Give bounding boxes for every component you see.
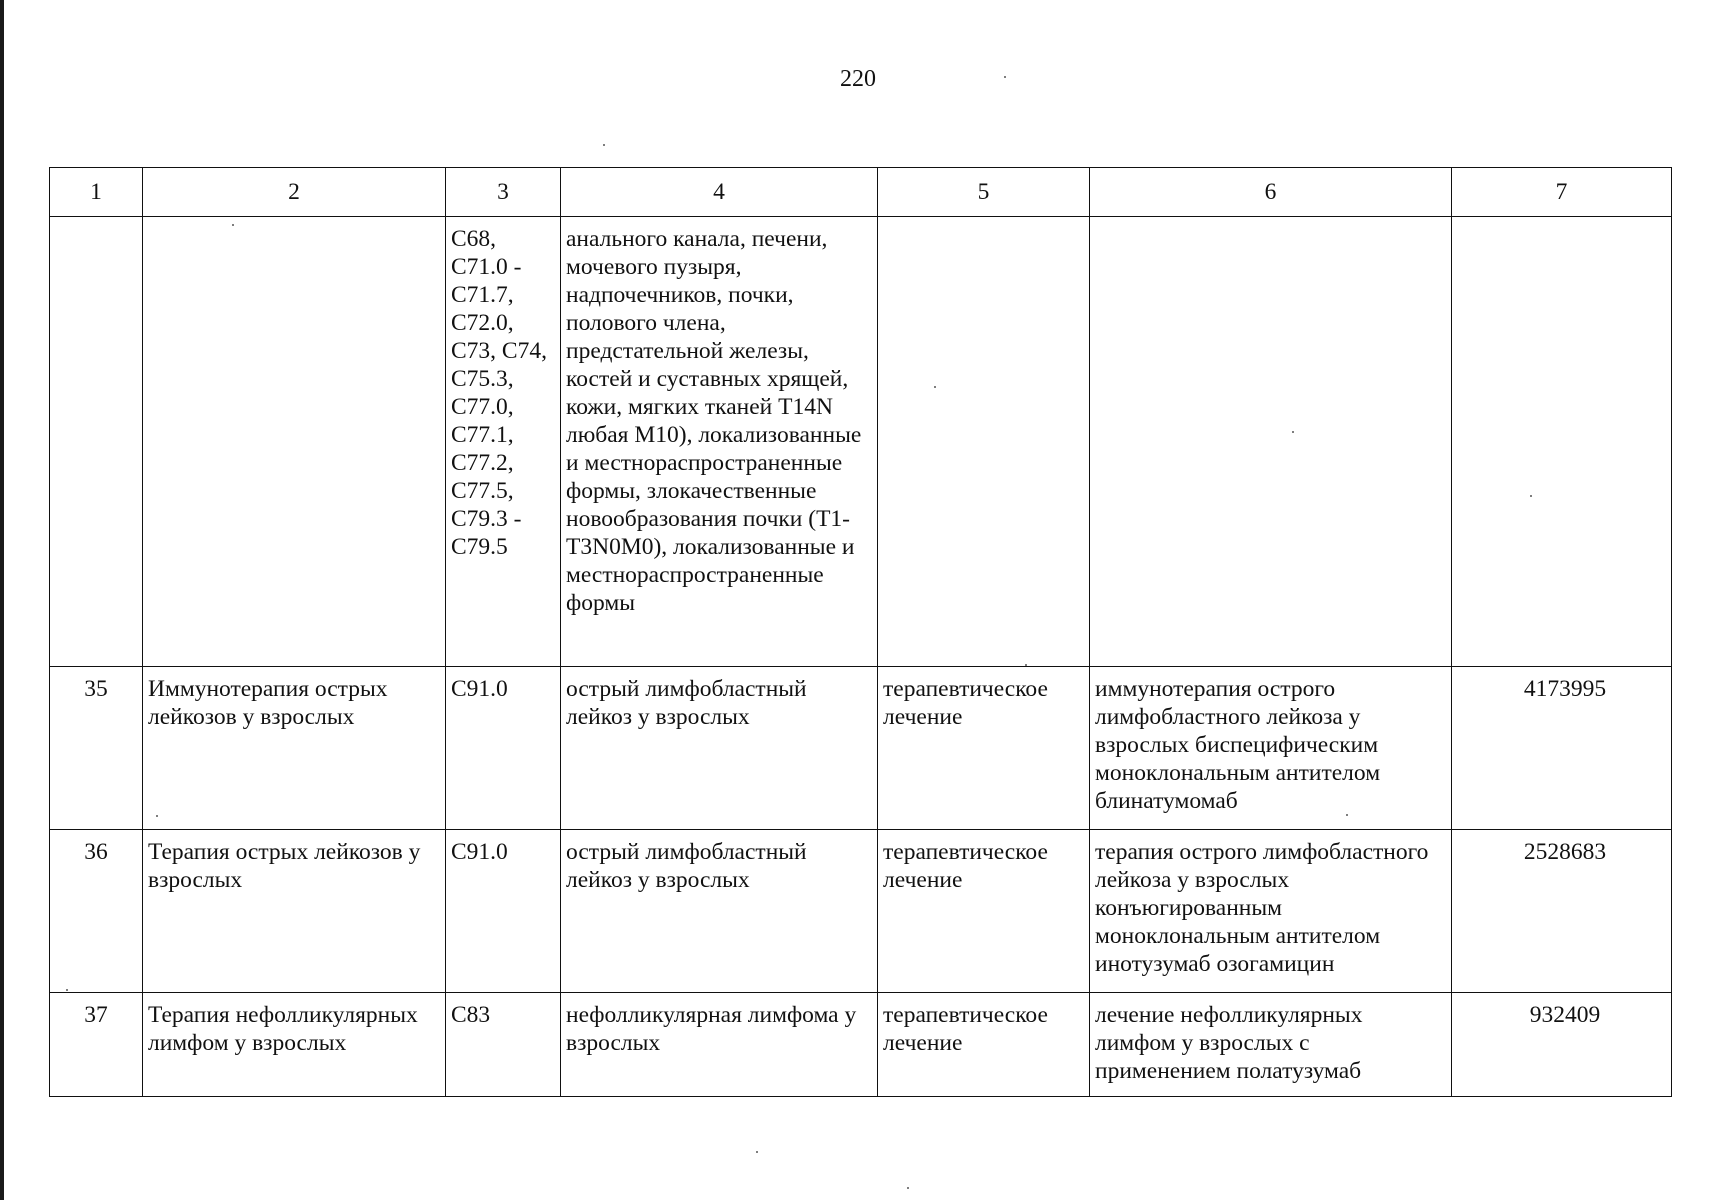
- scan-speck: [934, 386, 936, 388]
- price-cell: 4173995: [1452, 667, 1672, 830]
- treatment-type-cell: терапевтическое лечение: [878, 993, 1090, 1097]
- treatment-method-cell: терапия острого лимфобластного лейкоза у взрослых конъюгированным моноклональным антителом инотузумаб озогамицин: [1090, 830, 1452, 993]
- price-cell: 932409: [1452, 993, 1672, 1097]
- row-number-cell: [50, 217, 143, 667]
- scan-speck: [756, 1151, 758, 1153]
- treatment-method-cell: иммунотерапия острого лимфобластного лейкоза у взрослых биспецифическим моноклональным антителом блинатумомаб: [1090, 667, 1452, 830]
- scan-speck: [1530, 495, 1532, 497]
- icd-code-line: C68,: [451, 226, 497, 252]
- procedure-name-cell: Иммунотерапия острых лейкозов у взрослых: [143, 667, 446, 830]
- diagnosis-cell: острый лимфобластный лейкоз у взрослых: [561, 830, 878, 993]
- procedure-name-cell: Терапия нефолликулярных лимфом у взрослых: [143, 993, 446, 1097]
- row-number-cell: 37: [50, 993, 143, 1097]
- diagnosis-cell: острый лимфобластный лейкоз у взрослых: [561, 667, 878, 830]
- icd-code-line: C77.2,: [451, 450, 514, 476]
- icd-code-line: C72.0,: [451, 310, 514, 336]
- diagnosis-cell: нефолликулярная лимфома у взрослых: [561, 993, 878, 1097]
- column-number: 4: [561, 168, 878, 217]
- procedure-name-cell: Терапия острых лейкозов у взрослых: [143, 830, 446, 993]
- column-number: 3: [446, 168, 561, 217]
- scan-speck: [603, 144, 605, 146]
- icd-codes-cell: C91.0: [446, 830, 561, 993]
- row-number-cell: 35: [50, 667, 143, 830]
- scan-speck: [1025, 664, 1027, 666]
- scan-speck: [1292, 431, 1294, 433]
- icd-code-line: C73, C74,: [451, 338, 547, 364]
- treatment-type-cell: терапевтическое лечение: [878, 667, 1090, 830]
- row-number-cell: 36: [50, 830, 143, 993]
- table-row: [50, 830, 1672, 993]
- table-row: [50, 993, 1672, 1097]
- medical-care-table: [49, 167, 1672, 1097]
- scan-speck: [232, 224, 234, 226]
- scan-left-edge: [0, 0, 4, 1200]
- icd-code-line: C77.5,: [451, 478, 514, 504]
- column-number: 5: [878, 168, 1090, 217]
- diagnosis-cell: анального канала, печени, мочевого пузыря, надпочечников, почки, полового члена, предстательной железы, костей и суставных хрящей, кожи, мягких тканей T14N любая M10), локализованные и местнораспространенные формы, злокачественные новообразования почки (T1-T3N0M0), локализованные и местнораспространенные формы: [561, 217, 878, 667]
- icd-code-line: C71.0 -: [451, 254, 522, 280]
- column-number-row: [50, 168, 1672, 217]
- column-number: 7: [1452, 168, 1672, 217]
- icd-codes-cell: C91.0: [446, 667, 561, 830]
- treatment-type-cell: терапевтическое лечение: [878, 830, 1090, 993]
- column-number: 2: [143, 168, 446, 217]
- table-row: [50, 667, 1672, 830]
- column-number: 1: [50, 168, 143, 217]
- page-number: 220: [840, 66, 876, 92]
- icd-codes-cell: C83: [446, 993, 561, 1097]
- scan-speck: [1004, 76, 1006, 78]
- scan-speck: [66, 989, 68, 991]
- icd-code-line: C77.0,: [451, 394, 514, 420]
- scan-speck: [156, 815, 158, 817]
- treatment-method-cell: [1090, 217, 1452, 667]
- treatment-type-cell: [878, 217, 1090, 667]
- icd-code-line: C77.1,: [451, 422, 514, 448]
- icd-codes-cell: [446, 217, 561, 667]
- icd-code-line: C79.3 -: [451, 506, 522, 532]
- table-row-continuation: [50, 217, 1672, 667]
- icd-code-line: C75.3,: [451, 366, 514, 392]
- scan-speck: [907, 1187, 909, 1189]
- treatment-method-cell: лечение нефолликулярных лимфом у взрослых с применением полатузумаб: [1090, 993, 1452, 1097]
- column-number: 6: [1090, 168, 1452, 217]
- icd-code-line: C79.5: [451, 534, 508, 560]
- icd-code-line: C71.7,: [451, 282, 514, 308]
- scan-speck: [1346, 814, 1348, 816]
- price-cell: 2528683: [1452, 830, 1672, 993]
- price-cell: [1452, 217, 1672, 667]
- procedure-name-cell: [143, 217, 446, 667]
